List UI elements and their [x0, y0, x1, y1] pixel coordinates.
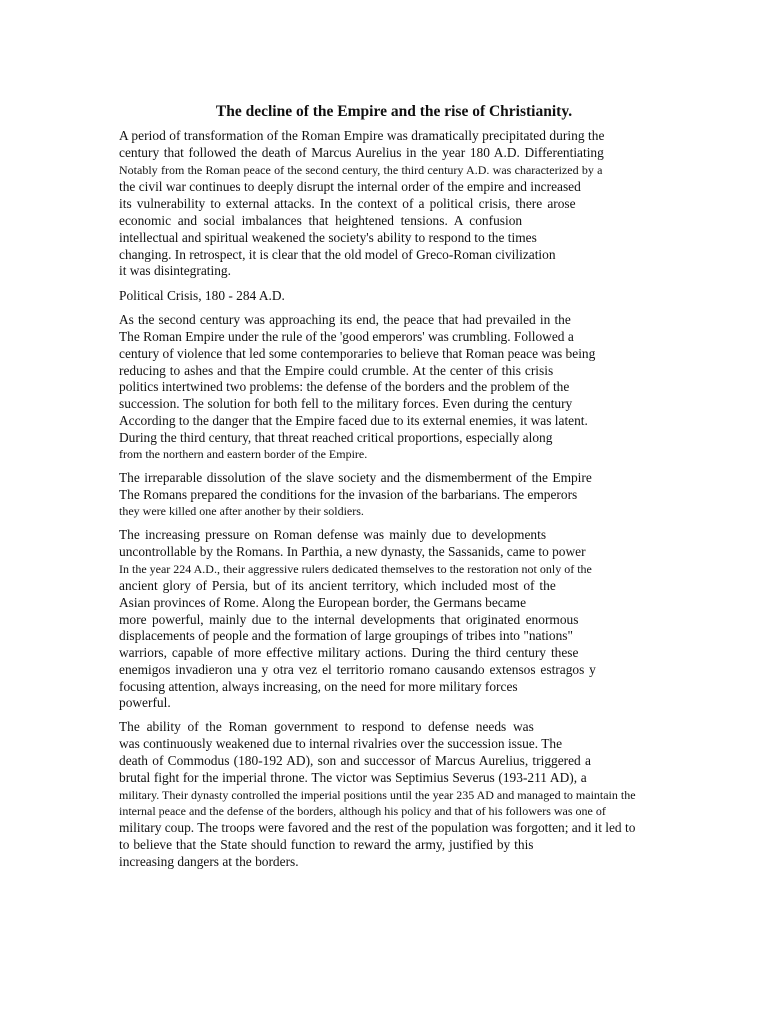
- text-line: politics intertwined two problems: the defense of the borders and the problem of the: [119, 379, 570, 394]
- text-line: displacements of people and the formation of large groupings of tribes into "nations": [119, 628, 573, 643]
- text-line: changing. In retrospect, it is clear that the old model of Greco-Roman civilization: [119, 247, 556, 262]
- text-line: uncontrollable by the Romans. In Parthia, a new dynasty, the Sassanids, came to power: [119, 544, 586, 559]
- text-line: Asian provinces of Rome. Along the European border, the Germans became: [119, 595, 527, 610]
- text-line: The ability of the Roman government to respond to defense needs was: [119, 719, 534, 734]
- text-line: warriors, capable of more effective military actions. During the third century these: [119, 645, 579, 660]
- text-line: A period of transformation of the Roman Empire was dramatically precipitated during the: [119, 128, 605, 143]
- text-line: death of Commodus (180-192 AD), son and successor of Marcus Aurelius, triggered a: [119, 753, 591, 768]
- text-line: succession. The solution for both fell to the military forces. Even during the century: [119, 396, 573, 411]
- text-line: they were killed one after another by their soldiers.: [119, 504, 364, 518]
- text-line: it was disintegrating.: [119, 263, 231, 278]
- text-line: According to the danger that the Empire faced due to its external enemies, it was latent.: [119, 413, 588, 428]
- text-line: The increasing pressure on Roman defense was mainly due to developments: [119, 527, 547, 542]
- text-line: its vulnerability to external attacks. In the context of a political crisis, there arose: [119, 196, 576, 211]
- text-line: The irreparable dissolution of the slave society and the dismemberment of the Empire: [119, 470, 592, 485]
- text-line: century that followed the death of Marcus Aurelius in the year 180 A.D. Differentiating: [119, 145, 604, 160]
- text-line: As the second century was approaching its end, the peace that had prevailed in the: [119, 312, 571, 327]
- text-line: economic and social imbalances that heightened tensions. A confusion: [119, 213, 523, 228]
- text-line: powerful.: [119, 695, 171, 710]
- text-line: military. Their dynasty controlled the imperial positions until the year 235 AD and managed to maintain the: [119, 788, 636, 802]
- text-line: more powerful, mainly due to the internal developments that originated enormous: [119, 612, 579, 627]
- text-line: internal peace and the defense of the borders, although his policy and that of his followers was one of: [119, 804, 606, 818]
- text-line: The Romans prepared the conditions for the invasion of the barbarians. The emperors: [119, 487, 578, 502]
- text-line: ancient glory of Persia, but of its ancient territory, which included most of the: [119, 578, 556, 593]
- text-line: increasing dangers at the borders.: [119, 854, 299, 869]
- text-line: In the year 224 A.D., their aggressive rulers dedicated themselves to the restoration not only of the: [119, 562, 592, 576]
- text-line: focusing attention, always increasing, on the need for more military forces: [119, 679, 518, 694]
- text-line: Notably from the Roman peace of the second century, the third century A.D. was characterized by a: [119, 163, 603, 177]
- text-line: The Roman Empire under the rule of the 'good emperors' was crumbling. Followed a: [119, 329, 574, 344]
- text-line: brutal fight for the imperial throne. The victor was Septimius Severus (193-211 AD), a: [119, 770, 587, 785]
- text-line: intellectual and spiritual weakened the society's ability to respond to the times: [119, 230, 537, 245]
- section-heading-text: Political Crisis, 180 - 284 A.D.: [119, 288, 285, 303]
- text-line: During the third century, that threat reached critical proportions, especially along: [119, 430, 553, 445]
- text-line: from the northern and eastern border of the Empire.: [119, 447, 368, 461]
- text-line: century of violence that led some contemporaries to believe that Roman peace was being: [119, 346, 596, 361]
- text-line: was continuously weakened due to internal rivalries over the succession issue. The: [119, 736, 563, 751]
- text-line: reducing to ashes and that the Empire could crumble. At the center of this crisis: [119, 363, 554, 378]
- text-line: enemigos invadieron una y otra vez el territorio romano causando extensos estragos y: [119, 662, 596, 677]
- document-title: The decline of the Empire and the rise of Christianity.: [215, 103, 573, 120]
- text-line: to believe that the State should function to reward the army, justified by this: [119, 837, 534, 852]
- text-line: military coup. The troops were favored and the rest of the population was forgotten; and it led to: [119, 820, 636, 835]
- text-line: the civil war continues to deeply disrupt the internal order of the empire and increased: [119, 179, 581, 194]
